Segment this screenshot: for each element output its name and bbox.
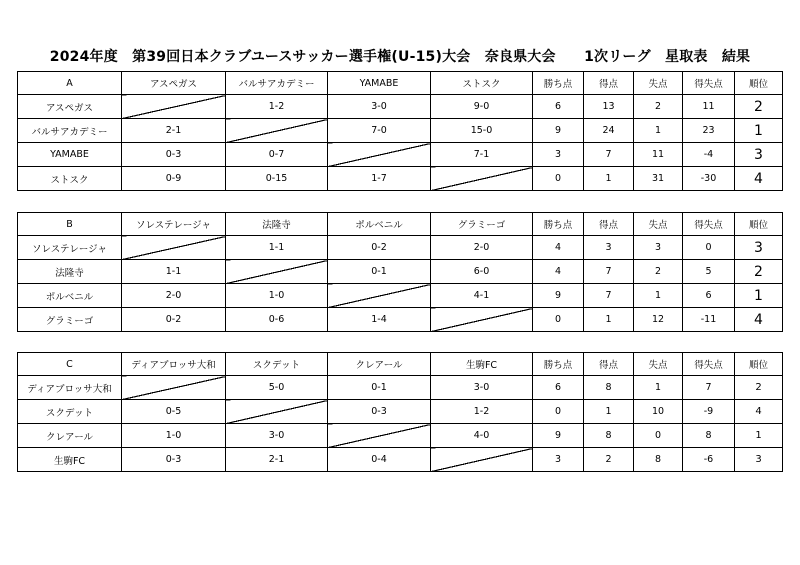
points: 9 xyxy=(533,284,584,308)
group-name: A xyxy=(18,72,122,95)
column-team-name: YAMABE xyxy=(328,72,431,95)
goals-against: 2 xyxy=(634,95,683,119)
goals-against: 1 xyxy=(634,284,683,308)
self-match-diagonal-cell xyxy=(226,119,328,143)
goals-against: 3 xyxy=(634,236,683,260)
rank: 4 xyxy=(735,400,783,424)
match-result: 7-0 xyxy=(328,119,431,143)
match-result: 5-0 xyxy=(226,376,328,400)
match-result: 0-7 xyxy=(226,143,328,167)
stat-header: 順位 xyxy=(735,72,783,95)
self-match-diagonal-cell xyxy=(226,260,328,284)
goals-for: 7 xyxy=(584,260,634,284)
points: 0 xyxy=(533,308,584,332)
self-match-diagonal-cell xyxy=(122,376,226,400)
goals-for: 8 xyxy=(584,376,634,400)
goal-difference: 0 xyxy=(683,236,735,260)
goals-for: 2 xyxy=(584,448,634,472)
match-result: 4-1 xyxy=(431,284,533,308)
self-match-diagonal-cell xyxy=(226,400,328,424)
rank: 3 xyxy=(735,448,783,472)
table-row xyxy=(18,119,783,143)
goal-difference: -9 xyxy=(683,400,735,424)
goal-difference: -6 xyxy=(683,448,735,472)
goal-difference: 6 xyxy=(683,284,735,308)
points: 6 xyxy=(533,376,584,400)
rank: 4 xyxy=(735,167,783,191)
points: 3 xyxy=(533,143,584,167)
stat-header: 得点 xyxy=(584,353,634,376)
row-team-name: グラミーゴ xyxy=(18,308,122,332)
table-row xyxy=(18,284,783,308)
match-result: 2-0 xyxy=(431,236,533,260)
match-result: 3-0 xyxy=(328,95,431,119)
row-team-name: ポルベニル xyxy=(18,284,122,308)
self-match-diagonal-cell xyxy=(328,284,431,308)
self-match-diagonal-cell xyxy=(431,308,533,332)
match-result: 2-1 xyxy=(122,119,226,143)
match-result: 0-1 xyxy=(328,376,431,400)
group-c-table xyxy=(17,352,783,472)
match-result: 4-0 xyxy=(431,424,533,448)
match-result: 1-1 xyxy=(122,260,226,284)
goal-difference: 11 xyxy=(683,95,735,119)
table-row xyxy=(18,143,783,167)
row-team-name: アスペガス xyxy=(18,95,122,119)
column-team-name: バルサアカデミー xyxy=(226,72,328,95)
table-row xyxy=(18,424,783,448)
rank: 4 xyxy=(735,308,783,332)
stat-header: 失点 xyxy=(634,72,683,95)
group-b-table xyxy=(17,212,783,332)
goals-against: 8 xyxy=(634,448,683,472)
goals-for: 7 xyxy=(584,143,634,167)
stat-header: 順位 xyxy=(735,213,783,236)
row-team-name: ストスク xyxy=(18,167,122,191)
goals-for: 8 xyxy=(584,424,634,448)
rank: 1 xyxy=(735,424,783,448)
rank: 2 xyxy=(735,260,783,284)
column-team-name: ソレステレージャ xyxy=(122,213,226,236)
stat-header: 得失点 xyxy=(683,213,735,236)
goals-against: 10 xyxy=(634,400,683,424)
match-result: 7-1 xyxy=(431,143,533,167)
points: 4 xyxy=(533,236,584,260)
goal-difference: -30 xyxy=(683,167,735,191)
rank: 1 xyxy=(735,119,783,143)
goal-difference: 7 xyxy=(683,376,735,400)
self-match-diagonal-cell xyxy=(328,424,431,448)
match-result: 0-9 xyxy=(122,167,226,191)
group-name: B xyxy=(18,213,122,236)
column-team-name: グラミーゴ xyxy=(431,213,533,236)
goals-for: 24 xyxy=(584,119,634,143)
row-team-name: バルサアカデミー xyxy=(18,119,122,143)
goals-against: 1 xyxy=(634,376,683,400)
row-team-name: 法隆寺 xyxy=(18,260,122,284)
match-result: 6-0 xyxy=(431,260,533,284)
group-name: C xyxy=(18,353,122,376)
stat-header: 得点 xyxy=(584,213,634,236)
match-result: 0-4 xyxy=(328,448,431,472)
match-result: 9-0 xyxy=(431,95,533,119)
match-result: 3-0 xyxy=(431,376,533,400)
match-result: 1-0 xyxy=(226,284,328,308)
points: 4 xyxy=(533,260,584,284)
goals-against: 0 xyxy=(634,424,683,448)
table-row xyxy=(18,376,783,400)
self-match-diagonal-cell xyxy=(431,448,533,472)
match-result: 0-2 xyxy=(328,236,431,260)
column-team-name: ディアブロッサ大和 xyxy=(122,353,226,376)
points: 3 xyxy=(533,448,584,472)
column-team-name: アスペガス xyxy=(122,72,226,95)
match-result: 0-3 xyxy=(122,448,226,472)
goals-for: 7 xyxy=(584,284,634,308)
stat-header: 勝ち点 xyxy=(533,213,584,236)
self-match-diagonal-cell xyxy=(122,236,226,260)
self-match-diagonal-cell xyxy=(328,143,431,167)
column-team-name: クレアール xyxy=(328,353,431,376)
row-team-name: スクデット xyxy=(18,400,122,424)
column-team-name: ストスク xyxy=(431,72,533,95)
stat-header: 勝ち点 xyxy=(533,72,584,95)
stat-header: 得点 xyxy=(584,72,634,95)
table-row xyxy=(18,236,783,260)
goal-difference: 23 xyxy=(683,119,735,143)
table-row xyxy=(18,308,783,332)
match-result: 0-6 xyxy=(226,308,328,332)
stat-header: 順位 xyxy=(735,353,783,376)
rank: 3 xyxy=(735,236,783,260)
table-row xyxy=(18,95,783,119)
match-result: 0-1 xyxy=(328,260,431,284)
match-result: 0-15 xyxy=(226,167,328,191)
rank: 1 xyxy=(735,284,783,308)
match-result: 0-5 xyxy=(122,400,226,424)
match-result: 1-2 xyxy=(226,95,328,119)
row-team-name: YAMABE xyxy=(18,143,122,167)
row-team-name: クレアール xyxy=(18,424,122,448)
points: 0 xyxy=(533,167,584,191)
row-team-name: ディアブロッサ大和 xyxy=(18,376,122,400)
match-result: 0-2 xyxy=(122,308,226,332)
match-result: 1-7 xyxy=(328,167,431,191)
match-result: 15-0 xyxy=(431,119,533,143)
match-result: 0-3 xyxy=(122,143,226,167)
goals-against: 31 xyxy=(634,167,683,191)
goals-for: 1 xyxy=(584,308,634,332)
goals-against: 1 xyxy=(634,119,683,143)
stat-header: 得失点 xyxy=(683,353,735,376)
table-row xyxy=(18,167,783,191)
goal-difference: -4 xyxy=(683,143,735,167)
stat-header: 失点 xyxy=(634,353,683,376)
points: 9 xyxy=(533,119,584,143)
table-row xyxy=(18,448,783,472)
match-result: 1-0 xyxy=(122,424,226,448)
goal-difference: 5 xyxy=(683,260,735,284)
stat-header: 得失点 xyxy=(683,72,735,95)
match-result: 2-1 xyxy=(226,448,328,472)
column-team-name: スクデット xyxy=(226,353,328,376)
stat-header: 勝ち点 xyxy=(533,353,584,376)
match-result: 0-3 xyxy=(328,400,431,424)
match-result: 1-1 xyxy=(226,236,328,260)
rank: 2 xyxy=(735,95,783,119)
goal-difference: 8 xyxy=(683,424,735,448)
table-row xyxy=(18,260,783,284)
table-header-row xyxy=(18,72,783,95)
table-header-row xyxy=(18,213,783,236)
self-match-diagonal-cell xyxy=(431,167,533,191)
self-match-diagonal-cell xyxy=(122,95,226,119)
points: 9 xyxy=(533,424,584,448)
page-title: 2024年度 第39回日本クラブユースサッカー選手権(U-15)大会 奈良県大会 1次リーグ 星取表 結果 xyxy=(49,49,751,65)
column-team-name: ポルベニル xyxy=(328,213,431,236)
goals-against: 2 xyxy=(634,260,683,284)
goals-for: 1 xyxy=(584,400,634,424)
goals-against: 12 xyxy=(634,308,683,332)
row-team-name: 生駒FC xyxy=(18,448,122,472)
goals-against: 11 xyxy=(634,143,683,167)
match-result: 1-2 xyxy=(431,400,533,424)
table-header-row xyxy=(18,353,783,376)
goals-for: 13 xyxy=(584,95,634,119)
match-result: 1-4 xyxy=(328,308,431,332)
points: 0 xyxy=(533,400,584,424)
goals-for: 3 xyxy=(584,236,634,260)
column-team-name: 生駒FC xyxy=(431,353,533,376)
row-team-name: ソレステレージャ xyxy=(18,236,122,260)
goal-difference: -11 xyxy=(683,308,735,332)
table-row xyxy=(18,400,783,424)
column-team-name: 法隆寺 xyxy=(226,213,328,236)
match-result: 3-0 xyxy=(226,424,328,448)
match-result: 2-0 xyxy=(122,284,226,308)
goals-for: 1 xyxy=(584,167,634,191)
rank: 2 xyxy=(735,376,783,400)
group-a-table xyxy=(17,71,783,191)
points: 6 xyxy=(533,95,584,119)
rank: 3 xyxy=(735,143,783,167)
stat-header: 失点 xyxy=(634,213,683,236)
